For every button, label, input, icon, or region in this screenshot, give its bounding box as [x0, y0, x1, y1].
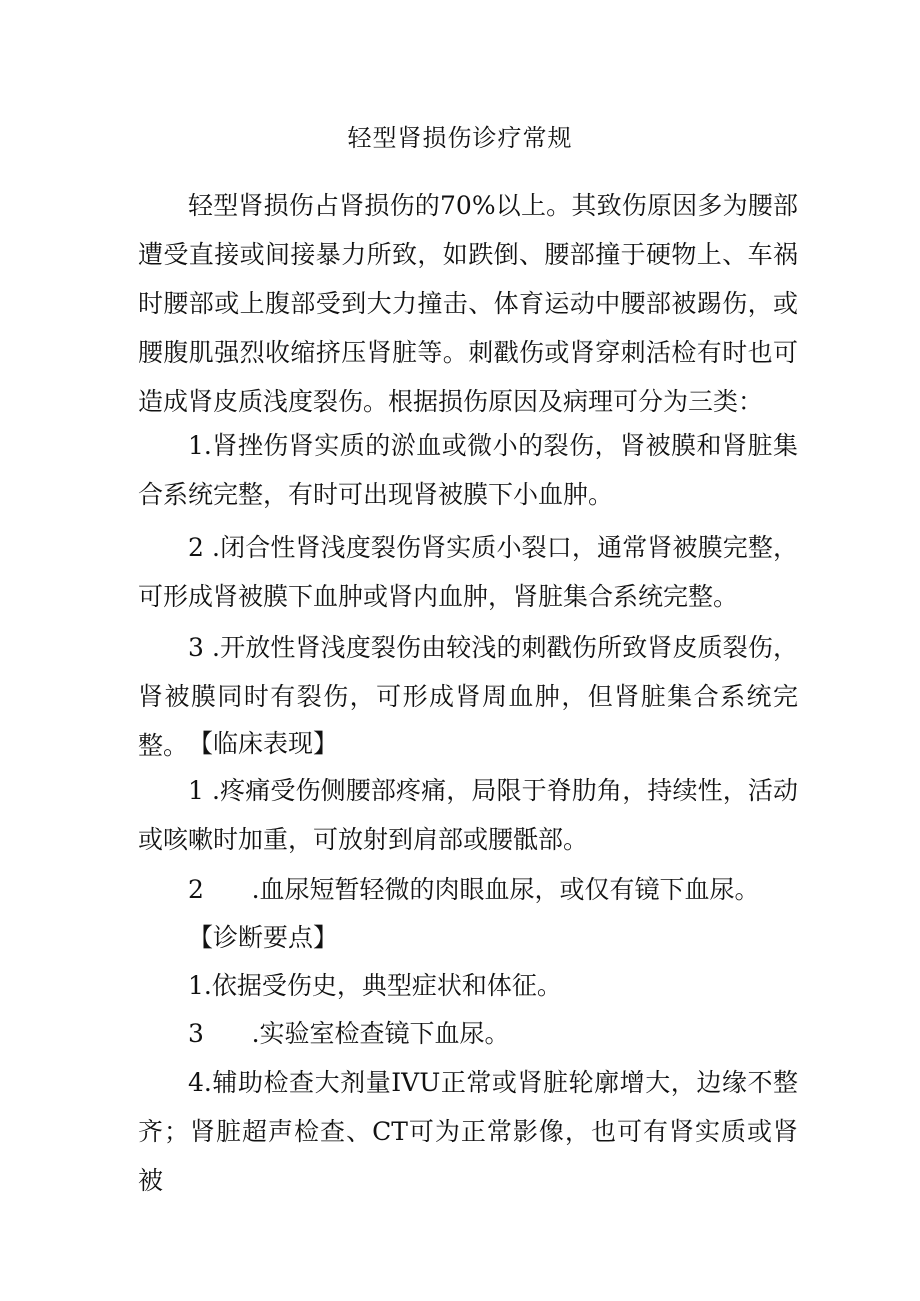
clinical-item-2: 2 .血尿短暂轻微的肉眼血尿，或仅有镜下血尿。 — [188, 875, 760, 904]
document-title: 轻型肾损伤诊疗常规 — [347, 124, 573, 152]
type-item-1: 1.肾挫伤肾实质的淤血或微小的裂伤，肾被膜和肾脏集合系统完整，有时可出现肾被膜下小血肿。 — [138, 431, 798, 509]
diagnosis-item-1: 1.依据受伤史，典型症状和体征。 — [188, 971, 562, 1000]
intro-paragraph: 轻型肾损伤占肾损伤的70%以上。其致伤原因多为腰部遭受直接或间接暴力所致，如跌倒、腰部撞于硬物上、车祸时腰部或上腹部受到大力撞击、体育运动中腰部被踢伤，或腰腹肌强烈收缩挤压肾脏等。刺戳伤或肾穿刺活检有时也可造成肾皮质浅度裂伤。根据损伤原因及病理可分为三类： — [138, 191, 798, 416]
diagnosis-item-3: 3 .实验室检查镜下血尿。 — [188, 1019, 510, 1048]
clinical-heading: 【临床表现】 — [188, 729, 339, 758]
diagnosis-heading: 【诊断要点】 — [188, 923, 339, 952]
clinical-item-1: 1 .疼痛受伤侧腰部疼痛，局限于脊肋角，持续性，活动或咳嗽时加重，可放射到肩部或腰骶部。 — [138, 776, 798, 854]
diagnosis-item-4: 4.辅助检查大剂量IVU正常或肾脏轮廓增大，边缘不整齐；肾脏超声检查、CT可为正常影像，也可有肾实质或肾被 — [138, 1068, 798, 1195]
type-item-2: 2 .闭合性肾浅度裂伤肾实质小裂口，通常肾被膜完整，可形成肾被膜下血肿或肾内血肿，肾脏集合系统完整。 — [138, 533, 798, 611]
type-item-3: 3 .开放性肾浅度裂伤由较浅的刺戳伤所致肾皮质裂伤，肾被膜同时有裂伤，可形成肾周血肿，但肾脏集合系统完整。 — [138, 633, 798, 760]
